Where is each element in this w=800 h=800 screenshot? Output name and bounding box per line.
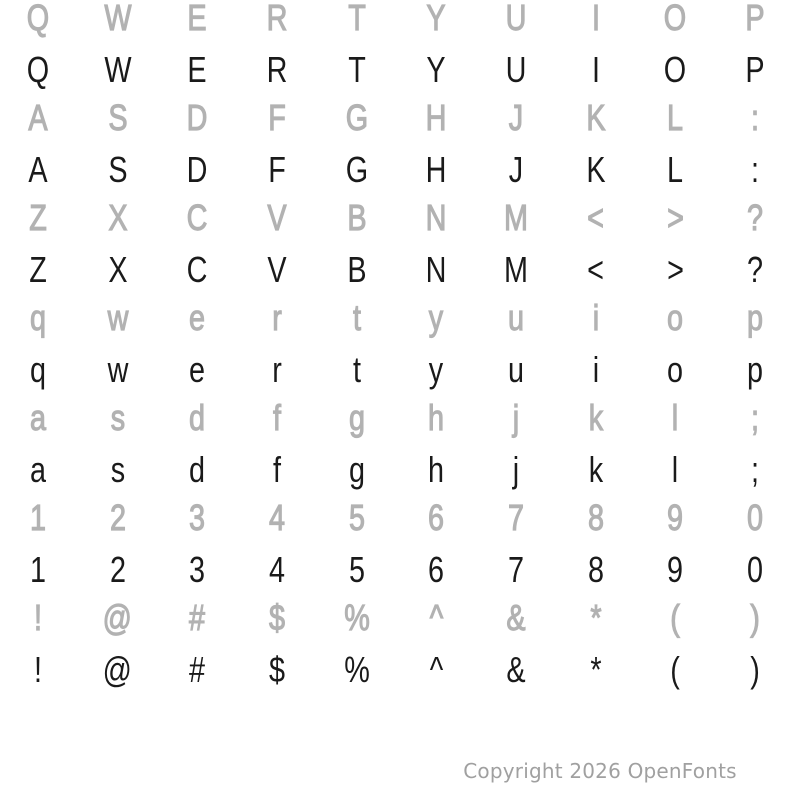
glyph-cell	[78, 497, 158, 538]
glyph-cell	[0, 149, 78, 190]
glyph: *	[590, 597, 602, 638]
glyph-cell	[0, 449, 78, 490]
glyph: D	[186, 97, 208, 138]
glyph: (	[670, 597, 681, 638]
glyph: j	[512, 397, 520, 438]
glyph-cell	[715, 297, 795, 338]
glyph: 7	[508, 497, 525, 538]
glyph: Q	[26, 49, 50, 90]
glyph: J	[508, 149, 524, 190]
glyph: #	[189, 649, 206, 690]
glyph-cell	[0, 597, 78, 638]
glyph-cell	[78, 249, 158, 290]
glyph-cell	[237, 497, 317, 538]
glyph: u	[508, 349, 525, 390]
glyph: %	[343, 649, 370, 690]
glyph-cell	[317, 49, 397, 90]
glyph-cell	[237, 649, 317, 690]
glyph-cell	[317, 449, 397, 490]
glyph: L	[667, 97, 684, 138]
glyph-cell	[715, 449, 795, 490]
glyph: i	[592, 297, 599, 338]
glyph: T	[347, 0, 366, 38]
glyph-cell	[636, 0, 716, 36]
glyph: 6	[428, 549, 445, 590]
glyph-cell	[397, 0, 477, 36]
glyph: 9	[667, 549, 684, 590]
glyph: 2	[109, 497, 126, 538]
glyph-cell	[237, 449, 317, 490]
glyph: $	[268, 597, 285, 638]
glyph: k	[588, 397, 603, 438]
glyph: >	[667, 249, 684, 290]
glyph: C	[186, 197, 208, 238]
glyph: )	[750, 649, 760, 690]
glyph-cell	[556, 549, 636, 590]
glyph-cell	[476, 249, 556, 290]
glyph: ?	[747, 249, 764, 290]
glyph: :	[751, 97, 760, 138]
glyph-cell	[0, 49, 78, 90]
glyph: ?	[747, 197, 764, 238]
glyph-cell	[397, 449, 477, 490]
glyph-row-ghost	[0, 297, 795, 338]
glyph-cell	[237, 397, 317, 438]
glyph-row-ink	[0, 349, 795, 390]
glyph-cell	[397, 49, 477, 90]
glyph-cell	[157, 497, 237, 538]
glyph: w	[107, 297, 128, 338]
glyph-cell	[0, 0, 78, 36]
glyph: #	[189, 597, 206, 638]
glyph-cell	[0, 397, 78, 438]
glyph: %	[343, 597, 370, 638]
glyph: 8	[587, 549, 604, 590]
glyph-row-ink	[0, 649, 795, 690]
glyph-cell	[157, 597, 237, 638]
glyph-cell	[78, 149, 158, 190]
glyph: Z	[29, 197, 47, 238]
glyph-cell	[0, 297, 78, 338]
glyph: Z	[29, 249, 47, 290]
glyph: )	[750, 597, 760, 638]
glyph-cell	[715, 549, 795, 590]
glyph-cell	[715, 497, 795, 538]
glyph-cell	[397, 149, 477, 190]
glyph: &	[506, 597, 526, 638]
glyph-cell	[397, 497, 477, 538]
glyph: 3	[189, 549, 206, 590]
glyph-cell	[317, 549, 397, 590]
glyph-cell	[556, 49, 636, 90]
glyph: @	[102, 649, 133, 690]
glyph-cell	[715, 97, 795, 138]
glyph: 5	[348, 497, 365, 538]
glyph-cell	[636, 349, 716, 390]
glyph-cell	[476, 397, 556, 438]
glyph-cell	[715, 49, 795, 90]
glyph: Y	[426, 0, 446, 38]
glyph-cell	[715, 597, 795, 638]
glyph: !	[33, 649, 42, 690]
glyph-cell	[397, 597, 477, 638]
glyph: ^	[429, 649, 444, 690]
glyph: l	[672, 397, 679, 438]
glyph: V	[267, 249, 287, 290]
glyph: F	[268, 97, 286, 138]
glyph-cell	[78, 649, 158, 690]
glyph-cell	[78, 449, 158, 490]
glyph-cell	[397, 397, 477, 438]
glyph: B	[347, 249, 367, 290]
glyph: W	[103, 49, 132, 90]
glyph: t	[352, 297, 361, 338]
glyph: C	[186, 249, 208, 290]
glyph-row-ghost	[0, 97, 795, 138]
glyph: N	[425, 197, 447, 238]
glyph-cell	[157, 349, 237, 390]
glyph-cell	[0, 249, 78, 290]
glyph-cell	[397, 197, 477, 238]
glyph-cell	[157, 249, 237, 290]
glyph-cell	[157, 149, 237, 190]
glyph: Y	[426, 49, 446, 90]
glyph-cell	[715, 649, 795, 690]
glyph: 2	[109, 549, 126, 590]
glyph-cell	[237, 97, 317, 138]
glyph-cell	[157, 449, 237, 490]
glyph: H	[425, 97, 447, 138]
glyph-cell	[715, 249, 795, 290]
glyph: <	[587, 249, 605, 290]
glyph-cell	[556, 649, 636, 690]
glyph-row-ink	[0, 549, 795, 590]
glyph: P	[745, 0, 765, 38]
glyph-cell	[476, 497, 556, 538]
glyph-cell	[636, 397, 716, 438]
glyph: a	[29, 449, 46, 490]
glyph-row-ink	[0, 249, 795, 290]
glyph: (	[670, 649, 681, 690]
glyph-cell	[78, 297, 158, 338]
glyph-cell	[636, 297, 716, 338]
glyph: <	[587, 197, 605, 238]
glyph: 7	[508, 549, 525, 590]
glyph-cell	[157, 0, 237, 36]
glyph: O	[664, 0, 687, 38]
glyph-row-ink	[0, 149, 795, 190]
glyph-cell	[636, 49, 716, 90]
glyph: a	[29, 397, 46, 438]
glyph-cell	[317, 0, 397, 36]
glyph-cell	[237, 349, 317, 390]
glyph: e	[189, 349, 206, 390]
glyph-cell	[556, 149, 636, 190]
glyph-cell	[237, 0, 317, 36]
glyph-cell	[636, 449, 716, 490]
glyph-cell	[78, 49, 158, 90]
glyph: R	[266, 0, 288, 38]
glyph: W	[103, 0, 132, 38]
glyph: K	[586, 97, 606, 138]
glyph-cell	[556, 197, 636, 238]
glyph: l	[672, 449, 679, 490]
glyph-cell	[237, 149, 317, 190]
glyph-cell	[476, 297, 556, 338]
glyph: B	[347, 197, 367, 238]
glyph: I	[591, 49, 600, 90]
glyph: y	[429, 297, 444, 338]
glyph-cell	[715, 149, 795, 190]
glyph-cell	[476, 149, 556, 190]
glyph-cell	[397, 297, 477, 338]
glyph: !	[33, 597, 42, 638]
glyph-cell	[317, 97, 397, 138]
glyph: h	[428, 449, 445, 490]
glyph: t	[352, 349, 361, 390]
glyph: G	[345, 97, 368, 138]
glyph: s	[110, 449, 125, 490]
glyph-cell	[157, 49, 237, 90]
glyph: X	[107, 249, 128, 290]
glyph: H	[425, 149, 447, 190]
glyph-cell	[0, 349, 78, 390]
glyph-row-ink	[0, 449, 795, 490]
glyph: S	[107, 97, 128, 138]
glyph-cell	[0, 197, 78, 238]
glyph: g	[348, 397, 365, 438]
glyph-cell	[636, 597, 716, 638]
glyph: R	[266, 49, 288, 90]
glyph-cell	[636, 197, 716, 238]
glyph-cell	[317, 497, 397, 538]
glyph: M	[504, 197, 529, 238]
glyph-cell	[0, 549, 78, 590]
glyph-cell	[317, 297, 397, 338]
glyph-cell	[476, 197, 556, 238]
glyph: N	[425, 249, 447, 290]
glyph: 9	[667, 497, 684, 538]
glyph-cell	[317, 249, 397, 290]
glyph-cell	[317, 649, 397, 690]
glyph-cell	[397, 349, 477, 390]
glyph: I	[591, 0, 600, 38]
glyph: i	[592, 349, 599, 390]
glyph-row-ghost	[0, 197, 795, 238]
glyph-cell	[0, 97, 78, 138]
glyph-row-ghost	[0, 397, 795, 438]
glyph: ;	[751, 397, 760, 438]
glyph: O	[664, 49, 687, 90]
glyph-cell	[556, 297, 636, 338]
glyph-cell	[157, 549, 237, 590]
glyph-cell	[715, 397, 795, 438]
glyph: g	[348, 449, 365, 490]
glyph-cell	[476, 597, 556, 638]
glyph-cell	[237, 249, 317, 290]
glyph-cell	[397, 649, 477, 690]
glyph-cell	[237, 297, 317, 338]
glyph-cell	[476, 0, 556, 36]
glyph: :	[751, 149, 760, 190]
glyph-cell	[78, 597, 158, 638]
glyph: k	[588, 449, 603, 490]
glyph: o	[667, 297, 684, 338]
glyph-cell	[317, 149, 397, 190]
glyph-cell	[556, 97, 636, 138]
glyph: 1	[29, 549, 46, 590]
glyph-cell	[476, 49, 556, 90]
glyph: L	[667, 149, 684, 190]
glyph-cell	[317, 397, 397, 438]
glyph: 8	[587, 497, 604, 538]
glyph: 3	[189, 497, 206, 538]
glyph-cell	[556, 449, 636, 490]
glyph-cell	[237, 597, 317, 638]
glyph-cell	[556, 349, 636, 390]
glyph-row-ghost	[0, 597, 795, 638]
glyph: D	[186, 149, 208, 190]
glyph-cell	[397, 549, 477, 590]
glyph: >	[667, 197, 684, 238]
glyph: ^	[429, 597, 444, 638]
glyph: &	[506, 649, 526, 690]
glyph: X	[107, 197, 128, 238]
glyph: s	[110, 397, 125, 438]
glyph: ;	[751, 449, 760, 490]
glyph-cell	[476, 97, 556, 138]
glyph: A	[28, 149, 48, 190]
glyph-cell	[78, 349, 158, 390]
glyph-cell	[237, 197, 317, 238]
glyph-cell	[157, 197, 237, 238]
glyph: 6	[428, 497, 445, 538]
glyph-cell	[78, 97, 158, 138]
glyph-cell	[636, 549, 716, 590]
glyph-cell	[715, 349, 795, 390]
glyph: e	[189, 297, 206, 338]
glyph: G	[345, 149, 368, 190]
glyph: Q	[26, 0, 50, 38]
glyph: K	[586, 149, 606, 190]
glyph-cell	[556, 497, 636, 538]
glyph: $	[268, 649, 285, 690]
glyph-cell	[397, 249, 477, 290]
glyph: E	[187, 49, 207, 90]
glyph-cell	[476, 449, 556, 490]
glyph: J	[508, 97, 524, 138]
glyph: U	[505, 49, 527, 90]
glyph: p	[747, 297, 764, 338]
glyph: *	[590, 649, 602, 690]
glyph: S	[107, 149, 128, 190]
glyph: 1	[29, 497, 46, 538]
glyph-cell	[476, 349, 556, 390]
glyph-cell	[636, 97, 716, 138]
glyph: y	[429, 349, 444, 390]
glyph: P	[745, 49, 765, 90]
glyph-cell	[78, 0, 158, 36]
glyph: 0	[747, 497, 764, 538]
glyph: d	[189, 397, 206, 438]
glyph-cell	[556, 0, 636, 36]
glyph: U	[505, 0, 527, 38]
glyph-cell	[636, 149, 716, 190]
glyph-cell	[317, 597, 397, 638]
glyph: r	[272, 297, 282, 338]
glyph: q	[29, 349, 46, 390]
glyph: f	[272, 449, 281, 490]
glyph-cell	[78, 549, 158, 590]
glyph-row-ink	[0, 49, 795, 90]
glyph-cell	[237, 549, 317, 590]
glyph: V	[267, 197, 287, 238]
glyph: E	[187, 0, 207, 38]
glyph: w	[107, 349, 128, 390]
glyph: M	[504, 249, 529, 290]
glyph-cell	[237, 49, 317, 90]
glyph-cell	[636, 497, 716, 538]
glyph-cell	[78, 197, 158, 238]
glyph-cell	[0, 497, 78, 538]
glyph: T	[347, 49, 366, 90]
glyph-cell	[556, 249, 636, 290]
glyph: 4	[268, 549, 285, 590]
glyph: 0	[747, 549, 764, 590]
glyph-cell	[636, 649, 716, 690]
glyph: o	[667, 349, 684, 390]
glyph-cell	[0, 649, 78, 690]
glyph-cell	[78, 397, 158, 438]
glyph: h	[428, 397, 445, 438]
glyph-cell	[636, 249, 716, 290]
glyph-cell	[317, 197, 397, 238]
glyph-cell	[476, 649, 556, 690]
glyph: A	[28, 97, 48, 138]
glyph-cell	[157, 397, 237, 438]
glyph-cell	[556, 597, 636, 638]
copyright-text: Copyright 2026 OpenFonts	[463, 759, 737, 783]
glyph: j	[512, 449, 520, 490]
glyph-cell	[715, 0, 795, 36]
glyph: r	[272, 349, 282, 390]
glyph-cell	[397, 97, 477, 138]
glyph: F	[268, 149, 286, 190]
glyph-cell	[157, 649, 237, 690]
glyph: p	[747, 349, 764, 390]
glyph-row-ghost	[0, 0, 795, 36]
glyph: q	[29, 297, 46, 338]
glyph-cell	[157, 297, 237, 338]
glyph: 4	[268, 497, 285, 538]
glyph: d	[189, 449, 206, 490]
glyph: @	[102, 597, 133, 638]
glyph-cell	[157, 97, 237, 138]
glyph-cell	[715, 197, 795, 238]
glyph: 5	[348, 549, 365, 590]
glyph: u	[508, 297, 525, 338]
glyph-cell	[556, 397, 636, 438]
glyph-cell	[317, 349, 397, 390]
glyph: f	[272, 397, 281, 438]
glyph-cell	[476, 549, 556, 590]
glyph-row-ghost	[0, 497, 795, 538]
